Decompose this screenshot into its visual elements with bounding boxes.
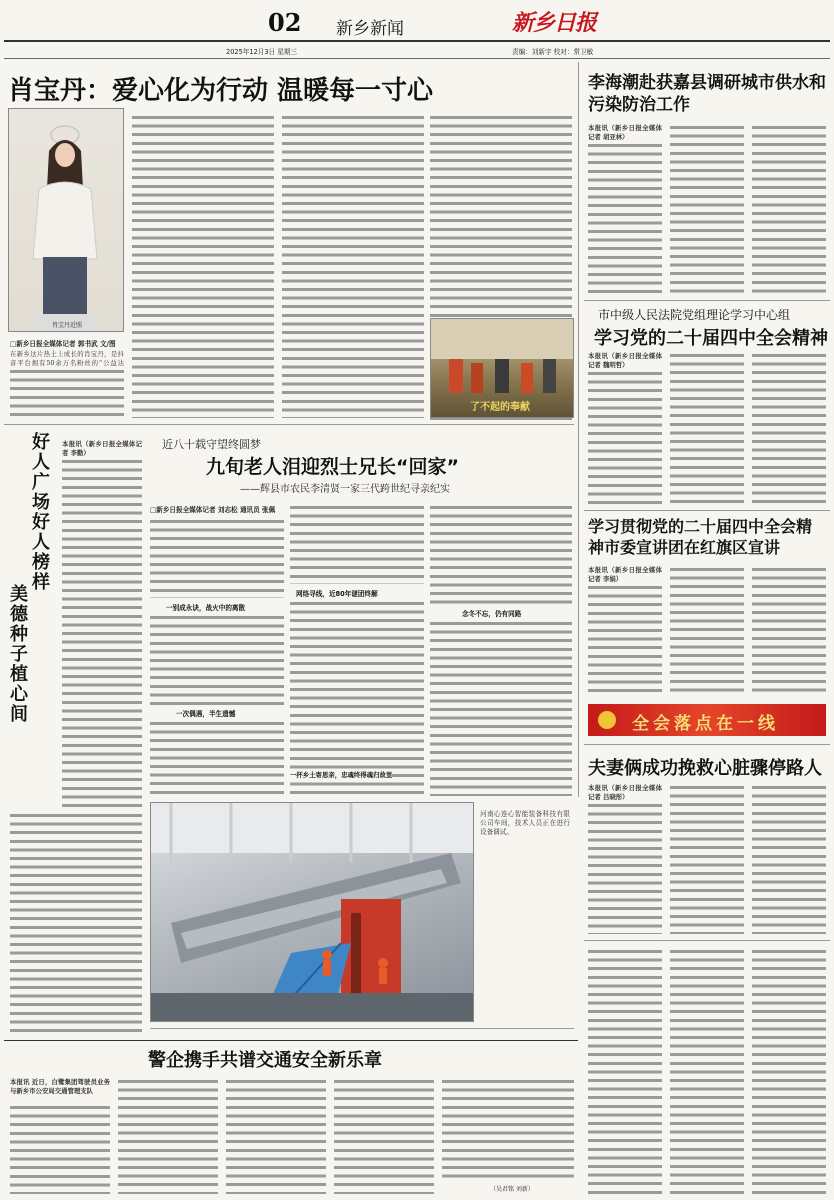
story7-lead: 本报讯（新乡日报全媒体记者 吕晓彤） bbox=[588, 784, 662, 801]
story5-lead: 本报讯（新乡日报全媒体记者 魏明哲） bbox=[588, 352, 662, 369]
story2-bottom-rule bbox=[150, 1028, 574, 1029]
story1-headline: 肖宝丹：爱心化为行动 温暖每一寸心 bbox=[8, 76, 434, 106]
masthead-rule bbox=[4, 40, 830, 42]
story2-subhead2: 一次偶遇，半生遗憾 bbox=[176, 710, 236, 718]
right-bottom-col1 bbox=[588, 948, 662, 1194]
story6-body-col2 bbox=[670, 566, 744, 694]
story5-body-col1 bbox=[588, 370, 662, 504]
story2-body-col3b bbox=[430, 620, 572, 796]
newspaper-logo: 新乡日报 bbox=[512, 10, 597, 36]
factory-photo bbox=[150, 802, 474, 1022]
story2-body-col3 bbox=[430, 504, 572, 604]
story5-bottom-rule bbox=[584, 510, 830, 511]
story4-body-col1 bbox=[588, 142, 662, 294]
story1-body-col2 bbox=[132, 114, 274, 418]
right-bottom-col3 bbox=[752, 948, 826, 1194]
story3-body-col1 bbox=[62, 458, 142, 812]
session-banner-text: 全会落点在一线 bbox=[632, 714, 779, 734]
story2-subhead1: 一别成永诀，战火中的离散 bbox=[166, 604, 246, 612]
right-bottom-rule bbox=[584, 940, 830, 941]
story7-body-col1 bbox=[588, 802, 662, 934]
story3-headline-col2: 美德种子植心间 bbox=[7, 584, 28, 724]
story5-headline: 学习党的二十届四中全会精神 bbox=[594, 328, 828, 349]
story4-bottom-rule bbox=[584, 300, 830, 301]
story8-body-col2 bbox=[118, 1078, 218, 1194]
right-column-divider bbox=[578, 62, 579, 797]
story7-headline: 夫妻俩成功挽救心脏骤停路人 bbox=[588, 758, 822, 779]
story2-subhead5: 念冬不忘，仍有同路 bbox=[462, 610, 522, 618]
story8-body-col4 bbox=[334, 1078, 434, 1194]
story6-bottom-rule bbox=[584, 744, 830, 745]
story4-lead: 本报讯（新乡日报全媒体记者 胡亚林） bbox=[588, 124, 662, 141]
story2-kicker: 近八十载守望终圆梦 bbox=[162, 438, 261, 451]
story5-body-col3 bbox=[752, 352, 826, 504]
page-number: 02 bbox=[268, 8, 302, 37]
editor-credits: 责编：刘新宇 校对：常卫敏 bbox=[512, 48, 594, 56]
story2-subhead4: 一抔乡土寄思亲，忠魂终得魂归故里 bbox=[290, 771, 393, 779]
story1-byline: □新乡日报全媒体记者 郭书武 文/图 bbox=[10, 340, 116, 348]
right-bottom-col2 bbox=[670, 948, 744, 1194]
story2-body-col1c bbox=[150, 720, 284, 796]
story6-lead: 本报讯（新乡日报全媒体记者 李娟） bbox=[588, 566, 662, 583]
story3-lead: 本报讯（新乡日报全媒体记者 李勤） bbox=[62, 440, 142, 457]
story8-credit: （吴君铭 刘新） bbox=[490, 1186, 534, 1193]
portrait-photo bbox=[8, 108, 124, 332]
story6-headline: 学习贯彻党的二十届四中全会精神市委宣讲团在红旗区宣讲 bbox=[588, 517, 813, 557]
story6-body-col3 bbox=[752, 566, 826, 694]
story8-headline: 警企携手共谱交通安全新乐章 bbox=[148, 1050, 382, 1071]
story4-body-col3 bbox=[752, 124, 826, 294]
story2-body-col2 bbox=[290, 504, 424, 584]
masthead-rule-bottom bbox=[4, 58, 830, 59]
story4-body-col2 bbox=[670, 124, 744, 294]
story3-top-rule bbox=[4, 424, 574, 425]
banner-emblem-icon bbox=[598, 711, 616, 729]
portrait-caption: 肖宝丹近照 bbox=[52, 322, 83, 329]
story2-byline: □新乡日报全媒体记者 刘志松 通讯员 张佩 bbox=[150, 506, 276, 514]
bottom-section-rule bbox=[4, 1040, 578, 1041]
story2-subtitle: ——辉县市农民李清贤一家三代跨世纪寻亲纪实 bbox=[240, 484, 450, 495]
factory-photo-caption: 河南心连心智能装备科技有限公司车间，技术人员正在进行设备调试。 bbox=[480, 810, 570, 836]
story1-body-col3 bbox=[282, 114, 424, 418]
story2-body-col1b bbox=[150, 614, 284, 706]
story5-body-col2 bbox=[670, 352, 744, 504]
story5-kicker: 市中级人民法院党组理论学习中心组 bbox=[598, 308, 791, 322]
issue-date: 2025年12月3日 星期三 bbox=[226, 48, 298, 56]
story1-lead: 在新乡这片热土上成长的肖宝丹，是抖音平台拥有50余万名粉丝的“公益达 bbox=[10, 350, 124, 367]
story4-headline: 李海潮赴获嘉县调研城市供水和污染防治工作 bbox=[588, 73, 826, 115]
story1-body-col1 bbox=[10, 368, 124, 420]
session-banner bbox=[588, 704, 826, 736]
section-title: 新乡新闻 bbox=[336, 19, 404, 39]
story2-subhead3: 网络寻线，近80年谜团终解 bbox=[296, 590, 378, 598]
story6-body-col1 bbox=[588, 584, 662, 694]
story8-body-col1 bbox=[10, 1104, 110, 1194]
story2-body-col2b bbox=[290, 600, 424, 796]
story2-headline: 九旬老人泪迎烈士兄长“回家” bbox=[206, 456, 459, 478]
story3-headline-col1: 好人广场好人榜样 bbox=[29, 432, 50, 592]
story7-body-col2 bbox=[670, 784, 744, 934]
volunteer-photo-caption: 了不起的奉献 bbox=[470, 402, 530, 413]
story8-body-col3 bbox=[226, 1078, 326, 1194]
story7-body-col3 bbox=[752, 784, 826, 934]
story8-body-col5 bbox=[442, 1078, 574, 1182]
story2-body-col1 bbox=[150, 518, 284, 598]
story3-body-col1b bbox=[10, 812, 142, 1036]
story8-lead: 本报讯 近日，白鹭集团驾驶员业务与新乡市公安局交通管理支队 bbox=[10, 1078, 110, 1095]
